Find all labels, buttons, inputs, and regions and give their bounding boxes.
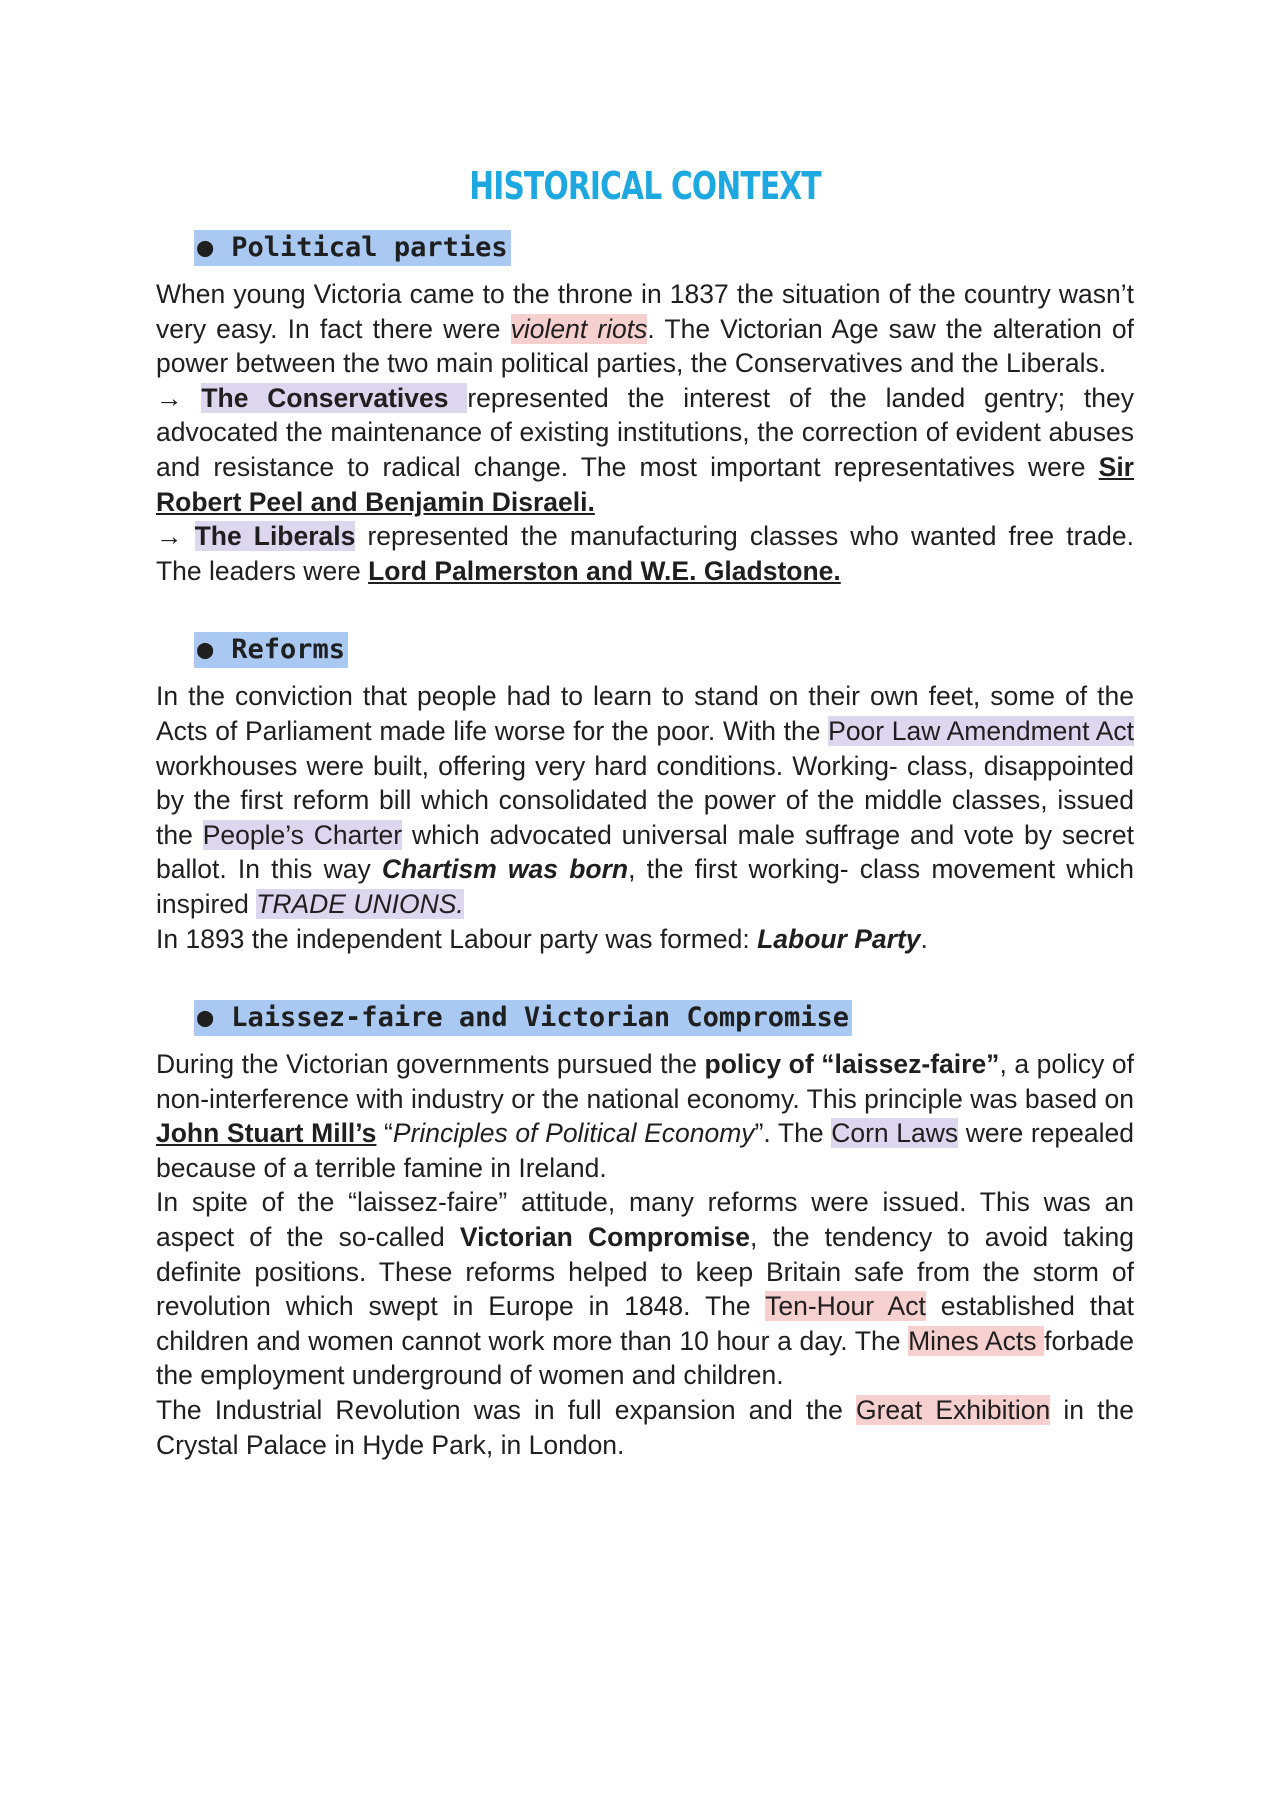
heading-highlight [194,632,348,668]
emphasis-chartism: Chartism was born [381,854,629,885]
text-run: forbade the employment underground of women and children. [156,1325,1134,1391]
section-political-parties [156,230,1134,588]
heading-highlight [194,230,511,266]
text-run: In spite of the “laissez-faire” attitude, many reforms were issued. This was an aspect of the so-called [156,1187,1134,1253]
text-run: . The Victorian Age saw the alteration of power between the two main political parties, the Conservatives and the Liberals. [156,313,1135,379]
heading-text: Political parties [231,232,508,263]
paragraph [156,277,1134,381]
highlight-corn-laws: Corn Laws [831,1118,959,1149]
text-run: . [920,923,928,954]
section-heading [194,632,1134,673]
highlight-liberals: The Liberals [194,521,356,552]
page-title: HISTORICAL CONTEXT [469,164,821,208]
highlight-violent-riots: violent riots [510,313,648,344]
paragraph [156,1393,1134,1462]
text-run: in the Crystal Palace in Hyde Park, in London. [156,1395,1134,1460]
text-run: , the tendency to avoid taking definite positions. These reforms helped to keep Britain safe from the storm of revolution which swept in Europe in 1848. The [156,1222,1135,1322]
highlight-mines-acts: Mines Acts [908,1325,1045,1356]
bullet-icon: ● [197,232,214,263]
highlight-great-exhibition: Great Exhibition [855,1395,1051,1426]
section-reforms [156,632,1134,956]
text-run: When young Victoria came to the throne in 1837 the situation of the country wasn’t very easy. In fact there were [156,279,1134,344]
highlight-conservatives: The Conservatives [201,382,468,413]
text-run: represented the manufacturing classes who wanted free trade. The leaders were [156,521,1134,586]
italic-book-title: Principles of Political Economy [392,1118,755,1149]
text-run: , a policy of non-interference with industry or the national economy. This principle was based on [156,1049,1134,1114]
highlight-poor-law: Poor Law Amendment Act [828,715,1134,746]
highlight-trade-unions: TRADE UNIONS. [256,888,464,919]
heading-text: Laissez-faire and Victorian Compromise [231,1002,849,1034]
text-run: ”. The [754,1118,832,1149]
heading-highlight [194,1000,852,1036]
text-run: which advocated universal male suffrage and vote by secret ballot. In this way [156,819,1135,885]
text-run: , the first working- class movement which inspired [156,854,1134,919]
emphasis-labour-party: Labour Party [757,923,921,954]
section-laissez-faire [156,1000,1134,1462]
text-run: During the Victorian governments pursued the [156,1049,705,1080]
text-run: “ [376,1118,393,1149]
text-run: In 1893 the independent Labour party was formed: [156,923,758,954]
paragraph [156,519,1134,588]
highlight-ten-hour-act: Ten-Hour Act [765,1291,926,1322]
heading-text: Reforms [231,634,346,666]
bullet-icon: ● [197,634,214,666]
section-heading [194,1000,1134,1041]
text-run: were repealed because of a terrible famine in Ireland. [156,1118,1135,1183]
text-run: established that children and women cannot work more than 10 hour a day. The [156,1291,1134,1356]
underlined-names: Lord Palmerston and W.E. Gladstone. [368,555,841,586]
highlight-peoples-charter: People’s Charter [202,819,403,850]
paragraph [156,1047,1134,1185]
underlined-names: Sir Robert Peel and Benjamin Disraeli. [156,451,1134,517]
arrow-icon: → [156,521,195,552]
underlined-mill: John Stuart Mill’s [156,1118,377,1149]
section-heading [194,230,1134,271]
document-page [156,150,1134,1506]
text-run: workhouses were built, offering very hard conditions. Working- class, disappointed by the first reform bill which consolidated the power of the middle classes, issued the [156,750,1134,850]
text-run: The Industrial Revolution was in full expansion and the [156,1395,856,1426]
text-run: In the conviction that people had to learn to stand on their own feet, some of the Acts of Parliament made life worse for the poor. With the [156,681,1134,746]
paragraph [156,381,1134,519]
bold-policy: policy of “laissez-faire” [704,1049,1000,1080]
paragraph [156,679,1134,921]
bold-victorian-compromise: Victorian Compromise [459,1222,751,1253]
arrow-icon: → [156,382,202,413]
paragraph [156,922,1134,957]
bullet-icon: ● [197,1002,214,1034]
paragraph [156,1185,1134,1393]
text-run: represented the interest of the landed gentry; they advocated the maintenance of existing institutions, the correction of evident abuses and resistance to radical change. The most important representatives were [156,382,1134,482]
